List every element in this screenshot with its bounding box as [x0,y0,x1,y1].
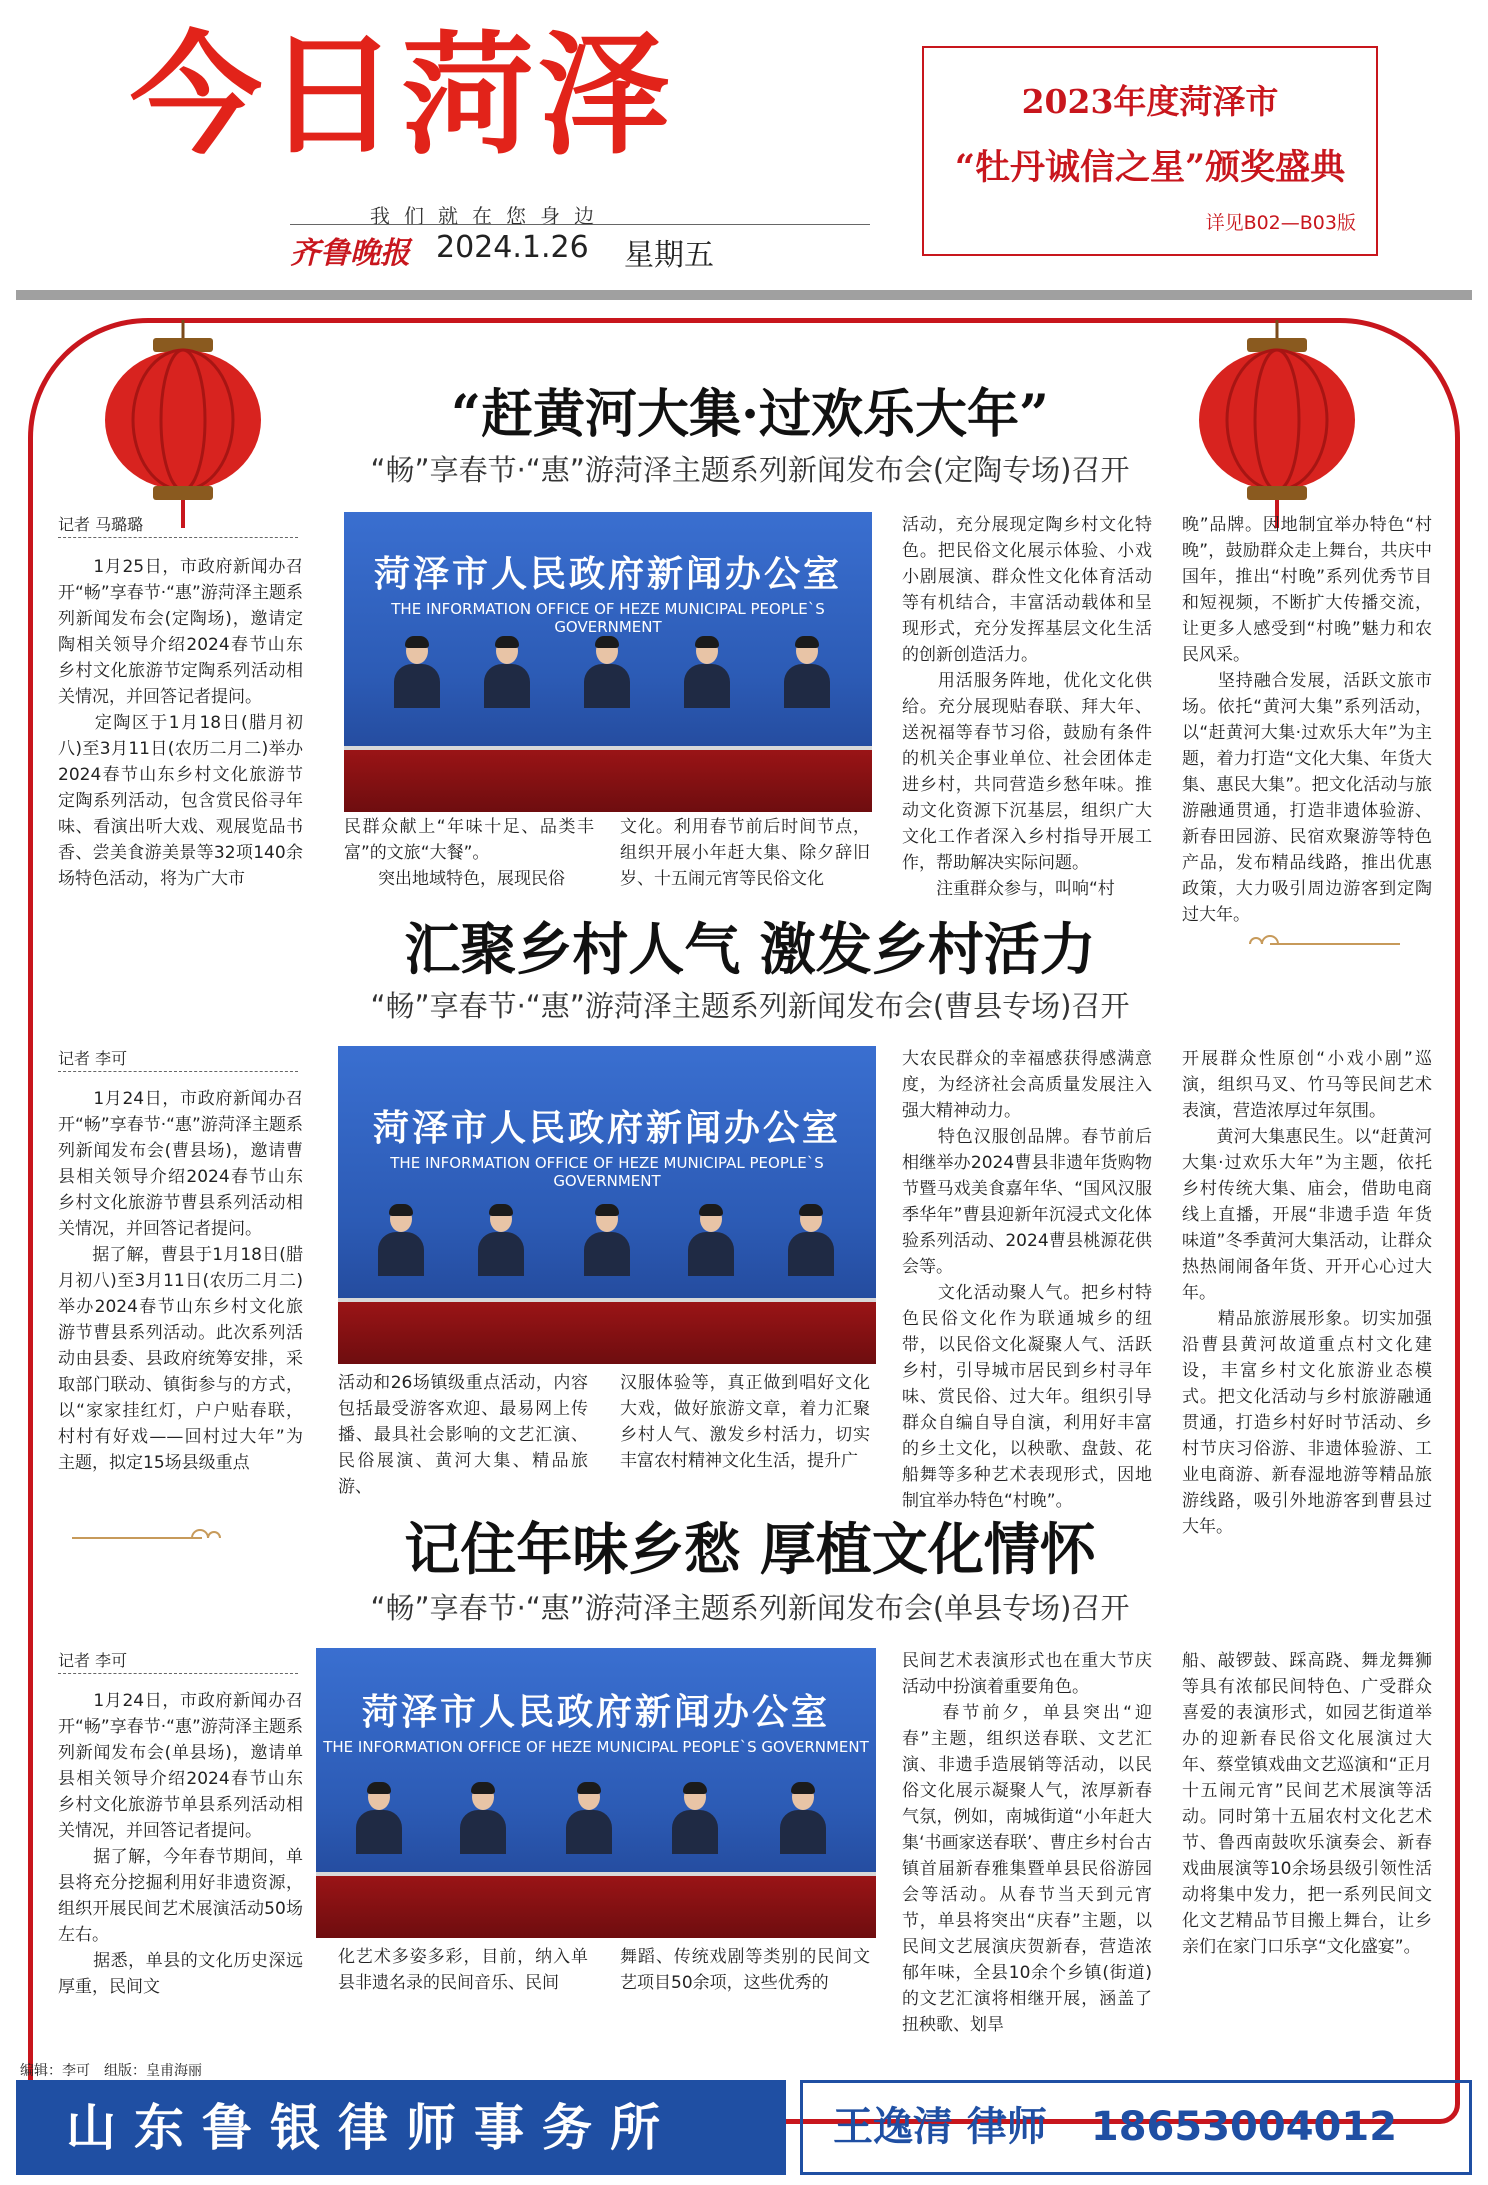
speaker-figure [460,1784,506,1854]
article-subtitle: “畅”享春节·“惠”游菏泽主题系列新闻发布会(定陶专场)召开 [370,453,1130,487]
speaker-figure [780,1784,826,1854]
article-column: 汉服体验等，真正做到唱好文化大戏，做好旅游文章，着力汇聚乡村人气、激发乡村活力，切实丰富农村精神文化生活，提升广 [620,1373,870,1471]
press-conference-photo [344,512,872,812]
law-firm-ad-name: 山东鲁银律师事务所 [16,2080,786,2175]
article-subtitle: “畅”享春节·“惠”游菏泽主题系列新闻发布会(曹县专场)召开 [370,989,1130,1023]
speaker-figure [584,1206,630,1276]
masthead-divider [290,224,870,225]
photo-backdrop-english: THE INFORMATION OFFICE OF HEZE MUNICIPAL PEOPLE`S GOVERNMENT [323,1738,869,1756]
speaker-figure [394,638,440,708]
newspaper-brand: 齐鲁晚报 [290,236,410,271]
article-column: 民群众献上“年味十足、品类丰富”的文旅“大餐”。 突出地域特色，展现民俗 [344,817,594,889]
speaker-figure [672,1784,718,1854]
article-column: 活动和26场镇级重点活动，内容包括最受游客欢迎、最易网上传播、最具社会影响的文艺汇演、民俗展演、黄河大集、精品旅游、 [338,1373,588,1497]
article-title: 记住年味乡愁 厚植文化情怀 [404,1517,1096,1583]
article-byline: 记者 马璐璐 [58,512,298,538]
article-title: “赶黄河大集·过欢乐大年” [451,384,1049,445]
article-column: 1月25日，市政府新闻办召开“畅”享春节·“惠”游菏泽主题系列新闻发布会(定陶场)，邀请定陶相关领导介绍2024春节山东乡村文化旅游节定陶系列活动相关情况，并回答记者提问。 定陶区于1月18日(腊月初八)至3月11日(农历二月二)举办2024春节山东乡村文化旅游节定陶系列活动，包含赏民俗寻年味、看演出听大戏、观展览品书香、尝美食游美景等32项140余场特色活动，将为广大市 [58,557,303,889]
speaker-figure [566,1784,612,1854]
speaker-figure [584,638,630,708]
article-column: 晚”品牌。因地制宜举办特色“村晚”，鼓励群众走上舞台，共庆中国年，推出“村晚”系列优秀节目和短视频，不断扩大传播交流，让更多人感受到“村晚”魅力和农民风采。 坚持融合发展，活跃文旅市场。依托“黄河大集”系列活动，以“赶黄河大集·过欢乐大年”为主题，着力打造“文化大集、年货大集、惠民大集”。把文化活动与旅游融通贯通，打造非遗体验游、新春田园游、民宿欢聚游等特色产品，发布精品线路，推出优惠政策，大力吸引周边游客到定陶过大年。 [1182,515,1432,925]
issue-date: 2024.1.26 [436,230,589,265]
conference-table [316,1872,876,1938]
article-byline: 记者 李可 [58,1046,298,1072]
article-column: 船、敲锣鼓、踩高跷、舞龙舞狮等具有浓郁民间特色、广受群众喜爱的表演形式，如园艺街道举办的迎新春民俗文化展演过大年、蔡堂镇戏曲文艺巡演和“正月十五闹元宵”民间艺术展演等活动。同时第十五届农村文化艺术节、鲁西南鼓吹乐演奏会、新春戏曲展演等10余场县级引领性活动将集中发力，把一系列民间文化文艺精品节目搬上舞台，让乡亲们在家门口乐享“文化盛宴”。 [1182,1651,1432,1957]
lawyer-phone: 18653004012 [1090,2104,1398,2150]
masthead-slogan: 我们就在您身边 [370,204,608,228]
masthead-title: 今日菏泽 [130,19,674,173]
photo-backdrop-english: THE INFORMATION OFFICE OF HEZE MUNICIPAL PEOPLE`S GOVERNMENT [391,600,825,636]
photo-backdrop-title: 菏泽市人民政府新闻办公室 [373,554,842,595]
lawyer-name: 王逸清 律师 [833,2104,1047,2150]
speaker-figure [478,1206,524,1276]
article-column: 1月24日，市政府新闻办召开“畅”享春节·“惠”游菏泽主题系列新闻发布会(曹县场)，邀请曹县相关领导介绍2024春节山东乡村文化旅游节曹县系列活动相关情况，并回答记者提问。 据了解，曹县于1月18日(腊月初八)至3月11日(农历二月二)举办2024春节山东乡村文化旅游节曹县系列活动。此次系列活动由县委、县政府统筹安排，采取部门联动、镇街参与的方式，以“家家挂红灯，户户贴春联，村村有好戏——回村过大年”为主题，拟定15场县级重点 [58,1089,303,1473]
speaker-figure [356,1784,402,1854]
article-column: 1月24日，市政府新闻办召开“畅”享春节·“惠”游菏泽主题系列新闻发布会(单县场)，邀请单县相关领导介绍2024春节山东乡村文化旅游节单县系列活动相关情况，并回答记者提问。 据了解，今年春节期间，单县将充分挖掘利用好非遗资源，组织开展民间艺术展演活动50场左右。 据悉，单县的文化历史深远厚重，民间文 [58,1691,303,1997]
issue-weekday: 星期五 [624,238,714,273]
article-subtitle: “畅”享春节·“惠”游菏泽主题系列新闻发布会(单县专场)召开 [370,1591,1130,1625]
promo-headline-2: “牡丹诚信之星”颁奖盛典 [954,147,1346,188]
speaker-figure [378,1206,424,1276]
speaker-figure [784,638,830,708]
promo-page-reference: 详见B02—B03版 [1205,212,1356,234]
article-column: 大农民群众的幸福感获得感满意度，为经济社会高质量发展注入强大精神动力。 特色汉服创品牌。春节前后相继举办2024曹县非遗年货购物节暨马戏美食嘉年华、“国风汉服季华年”曹县迎新年沉浸式文化体验系列活动、2024曹县桃源花供会等。 文化活动聚人气。把乡村特色民俗文化作为联通城乡的纽带，以民俗文化凝聚人气、活跃乡村，引导城市居民到乡村寻年味、赏民俗、过大年。组织引导群众自编自导自演，利用好丰富的乡土文化，以秧歌、盘鼓、花船舞等多种艺术表现形式，因地制宜举办特色“村晚”。 [902,1049,1152,1511]
article-byline: 记者 李可 [58,1648,298,1674]
header-rule [16,290,1472,300]
speaker-figure [688,1206,734,1276]
speaker-figure [788,1206,834,1276]
speaker-figure [684,638,730,708]
conference-table [338,1298,876,1364]
press-conference-photo [316,1648,876,1938]
promo-headline-1: 2023年度菏泽市 [1021,82,1279,121]
article-column: 化艺术多姿多彩，目前，纳入单县非遗名录的民间音乐、民间 [338,1947,588,1993]
editor-credits: 编辑：李可 组版：皇甫海丽 [20,2063,202,2079]
photo-backdrop-english: THE INFORMATION OFFICE OF HEZE MUNICIPAL PEOPLE`S GOVERNMENT [390,1154,824,1190]
article-column: 文化。利用春节前后时间节点，组织开展小年赶大集、除夕辞旧岁、十五闹元宵等民俗文化 [620,817,870,889]
photo-backdrop-title: 菏泽市人民政府新闻办公室 [372,1108,841,1149]
article-column: 民间艺术表演形式也在重大节庆活动中扮演着重要角色。 春节前夕，单县突出“迎春”主题，组织送春联、文艺汇演、非遗手造展销等活动，以民俗文化展示凝聚人气，浓厚新春气氛，例如，南城街道“小年赶大集‘书画家送春联’、曹庄乡村台古镇首届新春雅集暨单县民俗游园会等活动。从春节当天到元宵节，单县将突出“庆春”主题，以民间文艺展演庆贺新春，营造浓郁年味，全县10余个乡镇(街道)的文艺汇演将相继开展，涵盖了扭秧歌、划旱 [902,1651,1152,2035]
article-title: 汇聚乡村人气 激发乡村活力 [404,917,1096,983]
article-column: 舞蹈、传统戏剧等类别的民间文艺项目50余项，这些优秀的 [620,1947,870,1993]
law-firm-ad-contact[interactable] [800,2080,1472,2175]
article-column: 活动，充分展现定陶乡村文化特色。把民俗文化展示体验、小戏小剧展演、群众性文化体育活动等有机结合，丰富活动载体和呈现形式，充分发挥基层文化生活的创新创造活力。 用活服务阵地，优化文化供给。充分展现贴春联、拜大年、送祝福等春节习俗，鼓励有条件的机关企事业单位、社会团体走进乡村，共同营造乡愁年味。推动文化资源下沉基层，组织广大文化工作者深入乡村指导开展工作，帮助解决实际问题。 注重群众参与，叫响“村 [902,515,1152,899]
speaker-figure [484,638,530,708]
photo-backdrop-title: 菏泽市人民政府新闻办公室 [361,1692,830,1733]
conference-table [344,746,872,812]
press-conference-photo [338,1046,876,1364]
promo-box[interactable] [922,46,1378,256]
article-column: 开展群众性原创“小戏小剧”巡演，组织马叉、竹马等民间艺术表演，营造浓厚过年氛围。 黄河大集惠民生。以“赶黄河大集·过欢乐大年”为主题，依托乡村传统大集、庙会，借助电商线上直播，开展“非遗手造 年货味道”冬季黄河大集活动，让群众热热闹闹备年货、开开心心过大年。 精品旅游展形象。切实加强沿曹县黄河故道重点村文化建设，丰富乡村文化旅游业态模式。把文化活动与乡村旅游融通贯通，打造乡村好时节活动、乡村节庆习俗游、非遗体验游、工业电商游、新春湿地游等精品旅游线路，吸引外地游客到曹县过大年。 [1182,1049,1432,1537]
